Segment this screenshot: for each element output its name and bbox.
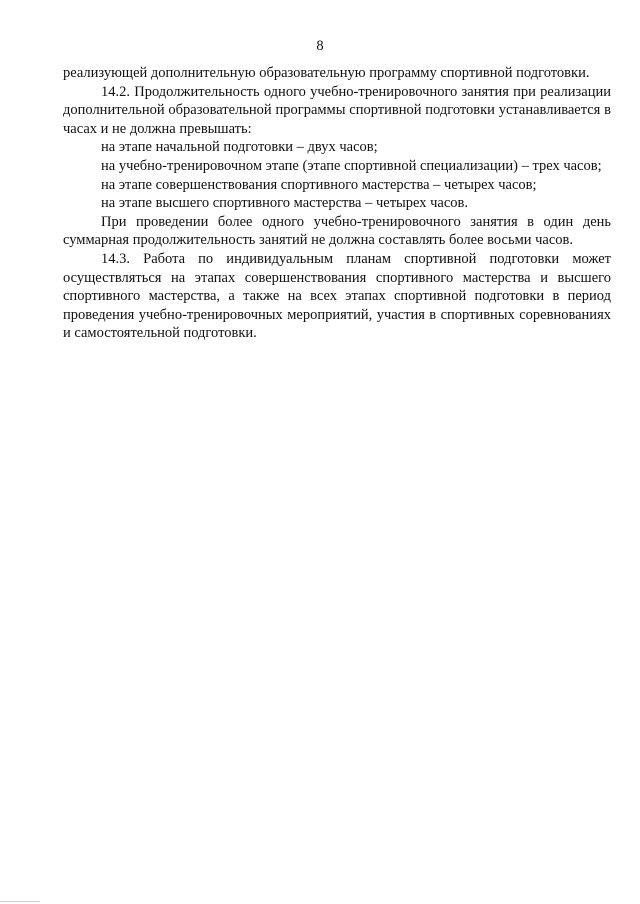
paragraph-daily-limit: При проведении более одного учебно-тренировочного занятия в один день суммарная продолжительность занятий не должна составлять более восьми часов. [63, 213, 611, 249]
page-number: 8 [316, 38, 324, 54]
list-item-training-stage: на учебно-тренировочном этапе (этапе спортивной специализации) – трех часов; [101, 157, 602, 174]
list-item-highest-stage: на этапе высшего спортивного мастерства – четырех часов. [101, 195, 469, 212]
list-item-improvement-stage: на этапе совершенствования спортивного мастерства – четырех часов; [101, 176, 537, 193]
scan-edge-mark [0, 901, 40, 902]
paragraph-14-3: 14.3. Работа по индивидуальным планам спортивной подготовки может осуществляться на этапах совершенствования спортивного мастерства и высшего спортивного мастерства, а также на всех этапах спортивной подготовки в период проведения учебно-тренировочных мероприятий, участия в спортивных соревнованиях и самостоятельной подготовки. [63, 250, 611, 342]
list-item-initial-stage: на этапе начальной подготовки – двух часов; [101, 139, 378, 156]
document-body [63, 64, 611, 343]
paragraph-14-2: 14.2. Продолжительность одного учебно-тренировочного занятия при реализации дополнительной образовательной программы спортивной подготовки устанавливается в часах и не должна превышать: [63, 83, 611, 137]
paragraph-continuation: реализующей дополнительную образовательную программу спортивной подготовки. [63, 65, 590, 81]
